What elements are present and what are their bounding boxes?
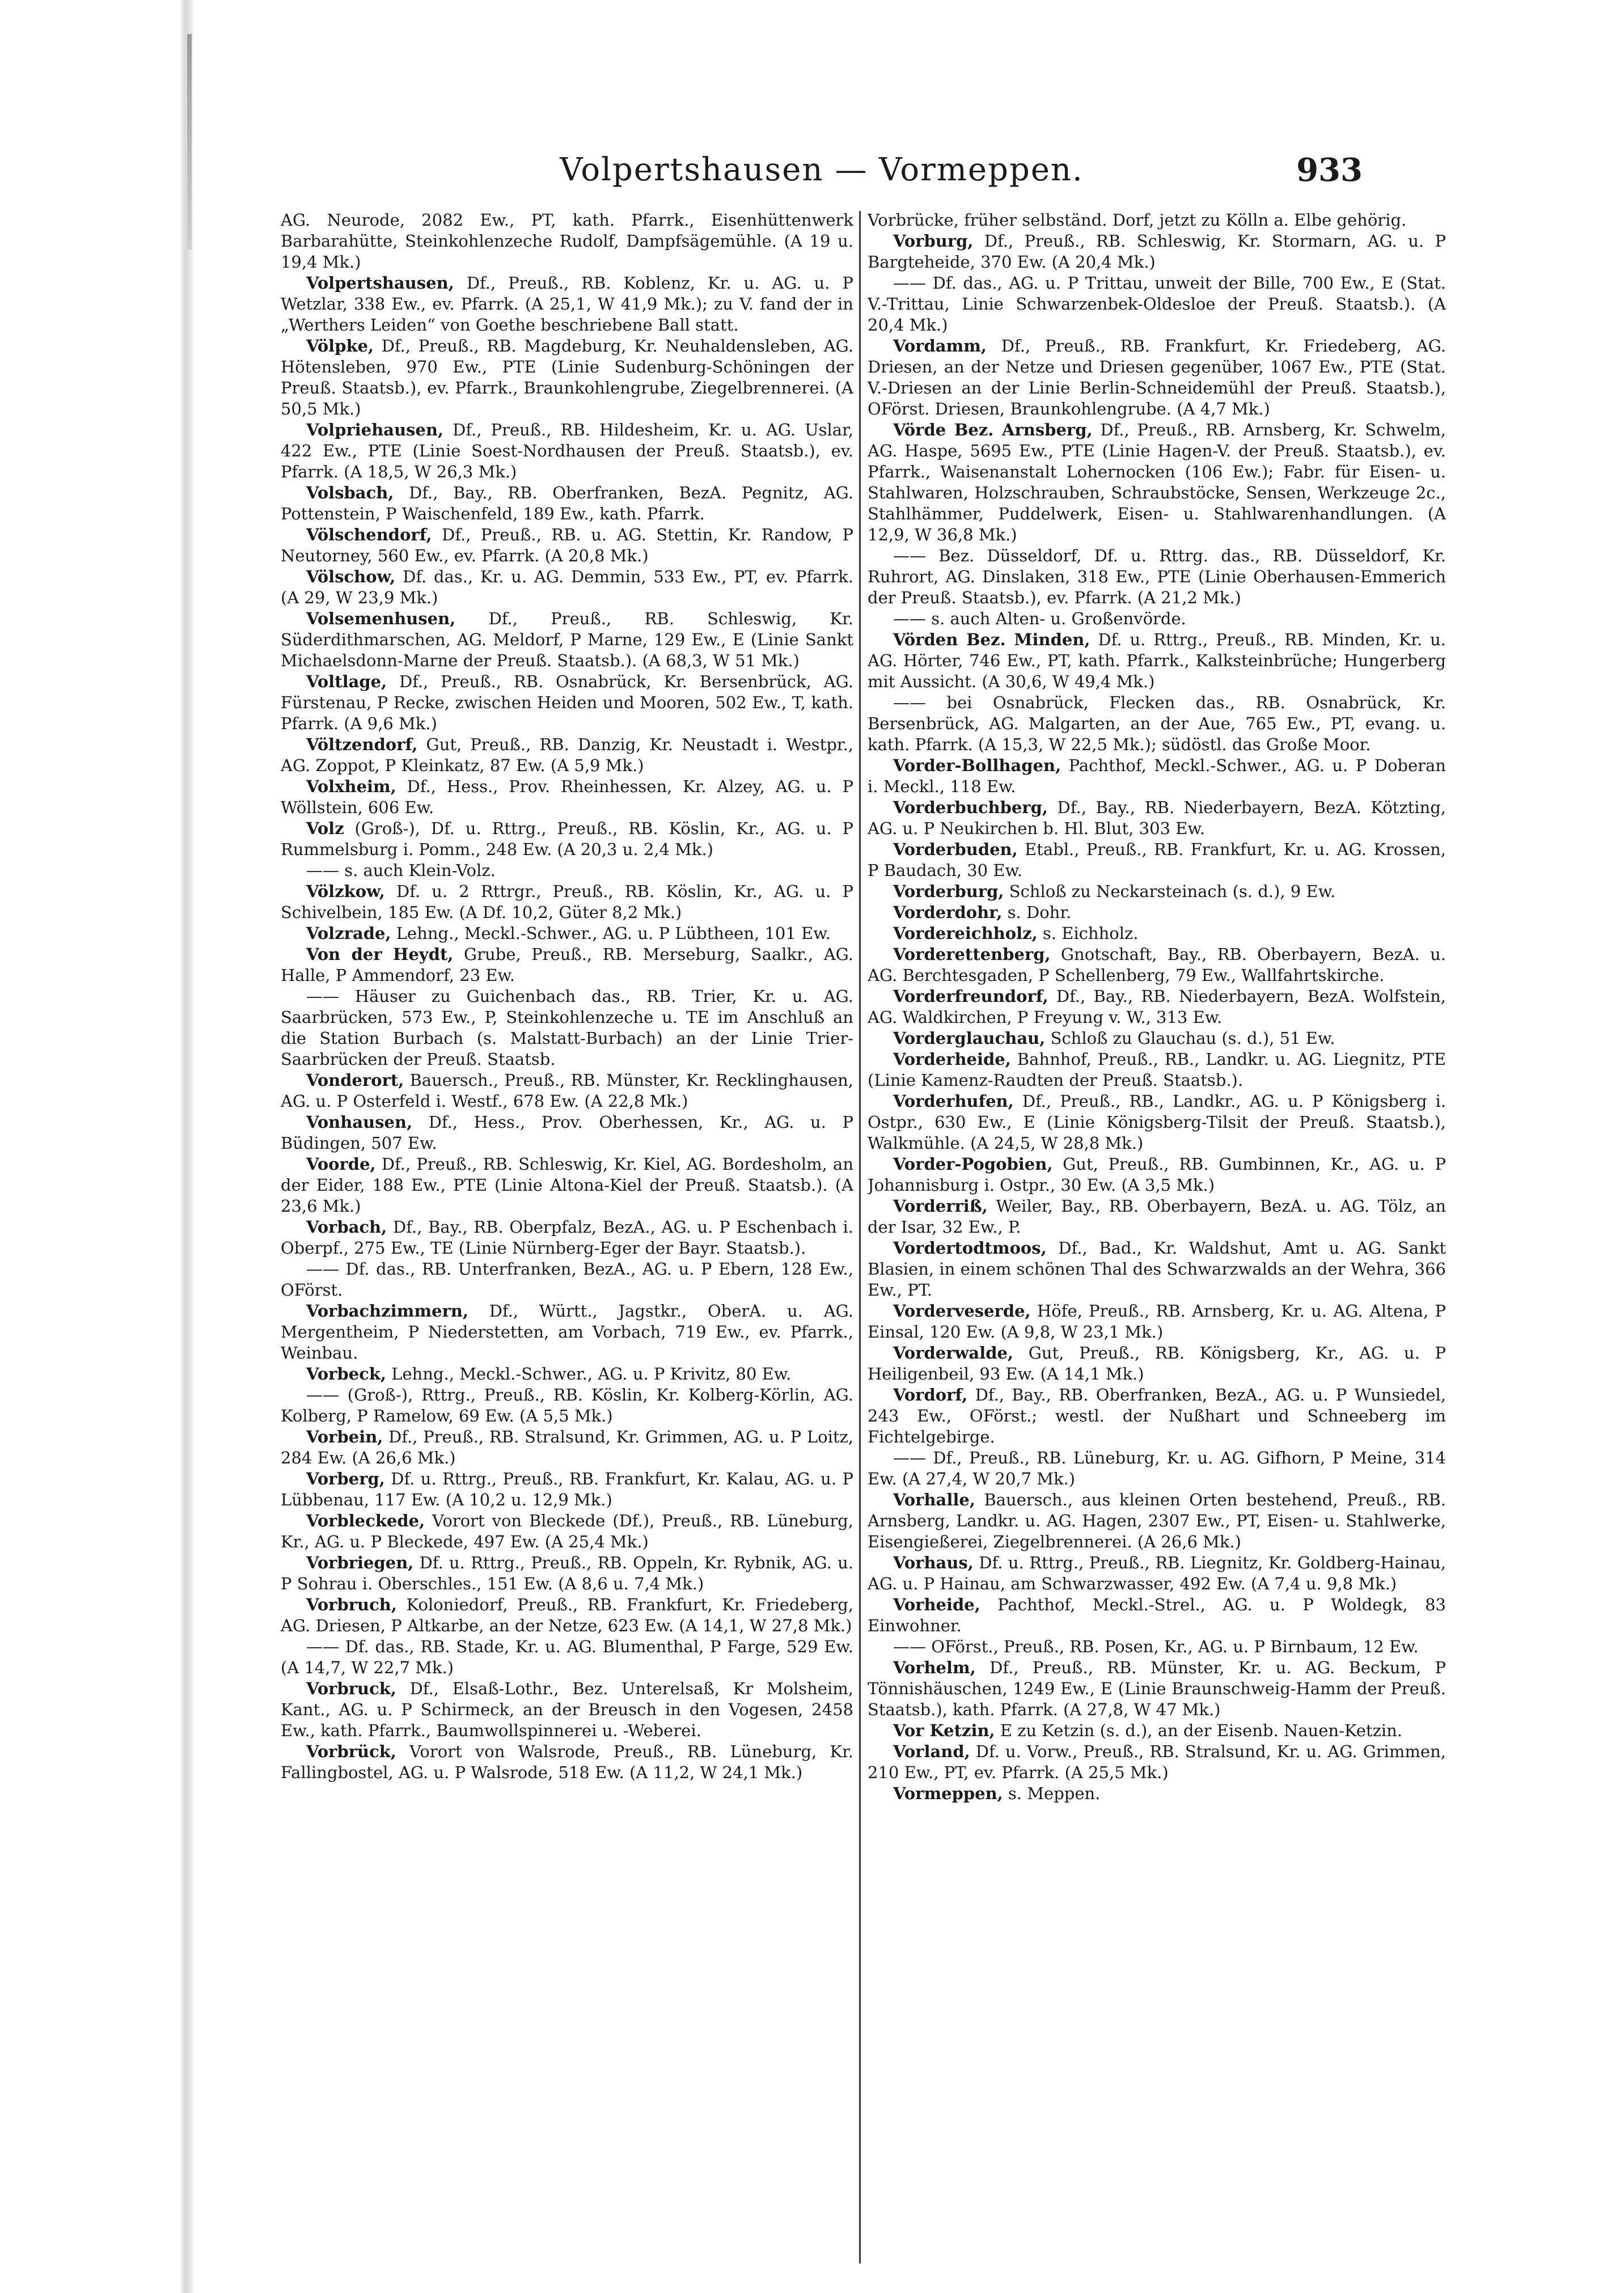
entry-text: Höfe, Preuß., RB. Arnsberg, Kr. u. AG. Altena, P Einsal, 120 Ew. (A 9,8, W 23,1 Mk.) [868, 1301, 1446, 1342]
entry-text: Df., Hess., Prov. Rheinhessen, Kr. Alzey, AG. u. P Wöllstein, 606 Ew. [281, 777, 853, 817]
gazetteer-entry [868, 1741, 1446, 1783]
gazetteer-entry [868, 923, 1446, 944]
entry-text: Bauersch., Preuß., RB. Münster, Kr. Recklinghausen, AG. u. P Osterfeld i. Westf., 678 Ew. (A 22,8 Mk.) [281, 1071, 853, 1111]
gazetteer-entry [868, 1552, 1446, 1594]
page-number: 933 [1296, 151, 1363, 189]
entry-headword: Vorderheide, [893, 1050, 1011, 1069]
gazetteer-entry [868, 1594, 1446, 1636]
entry-headword: Voorde, [306, 1154, 376, 1174]
gazetteer-entry [868, 1343, 1446, 1385]
gazetteer-entry [868, 545, 1446, 608]
entry-text: Gut, Preuß., RB. Danzig, Kr. Neustadt i. Westpr., AG. Zoppot, P Kleinkatz, 87 Ew. (A 5,9 Mk.) [281, 735, 853, 775]
entry-text: Df., Preuß., RB. Hildesheim, Kr. u. AG. Uslar, 422 Ew., PTE (Linie Soest-Nordhausen der Preuß. Staatsb.), ev. Pfarrk. (A 18,5, W 26,3 Mk.) [281, 420, 853, 481]
gazetteer-entry [281, 671, 853, 734]
entry-text: Schloß zu Glauchau (s. d.), 51 Ew. [1045, 1029, 1335, 1048]
left-column [281, 210, 853, 2262]
entry-headword: Vorder-Pogobien, [893, 1154, 1053, 1174]
gazetteer-entry [281, 273, 853, 336]
gazetteer-entry [281, 923, 853, 944]
entry-text: Df. u. Rttrg., Preuß., RB. Liegnitz, Kr. Goldberg-Hainau, AG. u. P Hainau, am Schwarzwasser, 492 Ew. (A 7,4 u. 9,8 Mk.) [868, 1553, 1446, 1593]
gazetteer-entry [868, 797, 1446, 839]
entry-headword: Vorbriegen, [306, 1553, 414, 1572]
entry-text: —— Df. das., AG. u. P Trittau, unweit der Bille, 700 Ew., E (Stat. V.-Trittau, Linie Schwarzenbek-Oldesloe der Preuß. Staatsb.). (A 20,4 Mk.) [868, 273, 1446, 335]
entry-headword: Vorbeck, [306, 1364, 387, 1384]
gazetteer-entry [281, 336, 853, 420]
entry-text: Df., Preuß., RB. Schleswig, Kr. Kiel, AG. Bordesholm, an der Eider, 188 Ew., PTE (Linie Altona-Kiel der Preuß. Staatsb.). (A 23,6 Mk.) [281, 1154, 853, 1216]
entry-text: Df., Preuß., RB. Arnsberg, Kr. Schwelm, AG. Haspe, 5695 Ew., PTE (Linie Hagen-V. der Preuß. Staatsb.), ev. Pfarrk., Waisenanstalt Lohernocken (106 Ew.); Fabr. für Eisen- u. Stahlwaren, Holzschrauben, Schraubstöcke, Sensen, Werkzeuge 2c., Stahlhämmer, Puddelwerk, Eisen- u. Stahlwarenhandlungen. (A 12,9, W 36,8 Mk.) [868, 420, 1446, 544]
gazetteer-entry [868, 1448, 1446, 1490]
entry-text: —— OFörst., Preuß., RB. Posen, Kr., AG. u. P Birnbaum, 12 Ew. [893, 1637, 1419, 1656]
entry-text: Koloniedorf, Preuß., RB. Frankfurt, Kr. Friedeberg, AG. Driesen, P Altkarbe, an der Netze, 623 Ew. (A 14,1, W 27,8 Mk.) [281, 1595, 853, 1635]
entry-text: Df., Preuß., RB. Magdeburg, Kr. Neuhaldensleben, AG. Hötensleben, 970 Ew., PTE (Linie Sudenburg-Schöningen der Preuß. Staatsb.), ev. Pfarrk., Braunkohlengrube, Ziegelbrennerei. (A 50,5 Mk.) [281, 336, 853, 418]
gazetteer-entry [868, 755, 1446, 797]
entry-headword: Vorderhufen, [893, 1091, 1014, 1111]
gazetteer-entry [281, 1511, 853, 1552]
entry-text: Df., Bay., RB. Niederbayern, BezA. Wolfstein, AG. Waldkirchen, P Freyung v. W., 313 Ew. [868, 987, 1446, 1027]
gazetteer-entry [868, 944, 1446, 986]
entry-text: Lehng., Meckl.-Schwer., AG. u. P Krivitz, 80 Ew. [386, 1364, 792, 1384]
entry-text: —— s. auch Klein-Volz. [306, 861, 496, 880]
entry-text: s. Eichholz. [1037, 924, 1139, 943]
entry-text: Df., Preuß., RB. Stralsund, Kr. Grimmen, AG. u. P Loitz, 284 Ew. (A 26,6 Mk.) [281, 1427, 853, 1467]
gazetteer-entry [868, 902, 1446, 923]
entry-text: Vorort von Walsrode, Preuß., RB. Lüneburg, Kr. Fallingbostel, AG. u. P Walsrode, 518 Ew. (A 11,2, W 24,1 Mk.) [281, 1742, 853, 1782]
entry-headword: Vorderettenberg, [893, 945, 1051, 964]
entry-text: —— Häuser zu Guichenbach das., RB. Trier, Kr. u. AG. Saarbrücken, 573 Ew., P, Steinkohlenzeche u. TE im Anschluß an die Station Burbach (s. Malstatt-Burbach) an der Linie Trier-Saarbrücken der Preuß. Staatsb. [281, 987, 853, 1069]
right-column [868, 210, 1446, 2262]
gazetteer-entry [868, 692, 1446, 755]
gazetteer-entry [868, 1238, 1446, 1301]
gazetteer-entry [281, 483, 853, 524]
entry-text: Vorort von Bleckede (Df.), Preuß., RB. Lüneburg, Kr., AG. u. P Bleckede, 497 Ew. (A 25,4 Mk.) [281, 1511, 853, 1551]
entry-headword: Volpertshausen, [306, 273, 454, 293]
entry-headword: Vorburg, [893, 231, 974, 251]
entry-text: Df., Bay., RB. Oberfranken, BezA. Pegnitz, AG. Pottenstein, P Waischenfeld, 189 Ew., kath. Pfarrk. [281, 483, 853, 523]
entry-headword: Vor Ketzin, [893, 1721, 995, 1740]
entry-headword: Volsemenhusen, [306, 609, 456, 628]
gazetteer-entry [281, 1112, 853, 1154]
gazetteer-entry [868, 273, 1446, 336]
gazetteer-entry [281, 881, 853, 923]
entry-headword: Vorland, [893, 1742, 970, 1761]
entry-headword: Vorderbuchberg, [893, 798, 1048, 817]
entry-text: Pachthof, Meckl.-Schwer., AG. u. P Doberan i. Meckl., 118 Ew. [868, 756, 1446, 796]
entry-text: (Groß-), Df. u. Rttrg., Preuß., RB. Köslin, Kr., AG. u. P Rummelsburg i. Pomm., 248 Ew. (A 20,3 u. 2,4 Mk.) [281, 819, 853, 859]
entry-headword: Vorhaus, [893, 1553, 974, 1572]
entry-headword: Vorbleckede, [306, 1511, 425, 1530]
entry-headword: Vorderveserde, [893, 1301, 1031, 1321]
entry-text: Bahnhof, Preuß., RB., Landkr. u. AG. Liegnitz, PTE (Linie Kamenz-Raudten der Preuß. Staatsb.). [868, 1050, 1446, 1090]
binding-shadow [187, 34, 192, 249]
entry-headword: Vormeppen, [893, 1784, 1003, 1803]
entry-text: Df., Bay., RB. Oberpfalz, BezA., AG. u. P Eschenbach i. Oberpf., 275 Ew., TE (Linie Nürnberg-Eger der Bayr. Staatsb.). [281, 1217, 853, 1258]
gazetteer-entry [281, 1678, 853, 1741]
gazetteer-entry [281, 734, 853, 776]
gazetteer-entry [868, 1301, 1446, 1343]
gazetteer-entry [868, 629, 1446, 692]
gazetteer-entry [868, 881, 1446, 902]
gazetteer-entry [281, 420, 853, 483]
gazetteer-entry [868, 1720, 1446, 1741]
entry-text: Pachthof, Meckl.-Strel., AG. u. P Woldegk, 83 Einwohner. [868, 1595, 1446, 1635]
gazetteer-entry [281, 566, 853, 608]
gazetteer-entry [868, 608, 1446, 629]
gazetteer-entry [868, 1028, 1446, 1049]
entry-headword: Vorbruck, [306, 1679, 396, 1698]
gazetteer-entry [868, 986, 1446, 1028]
gazetteer-entry [281, 524, 853, 566]
entry-headword: Vordereichholz, [893, 924, 1038, 943]
entry-text: Df. u. 2 Rttrgr., Preuß., RB. Köslin, Kr., AG. u. P Schivelbein, 185 Ew. (A Df. 10,2, Güter 8,2 Mk.) [281, 882, 853, 922]
gazetteer-entry [281, 1385, 853, 1427]
gazetteer-entry [281, 1217, 853, 1259]
entry-text: Df., Württ., Jagstkr., OberA. u. AG. Mergentheim, P Niederstetten, am Vorbach, 719 Ew., ev. Pfarrk., Weinbau. [281, 1301, 853, 1363]
entry-text: Df., Elsaß-Lothr., Bez. Unterelsaß, Kr Molsheim, Kant., AG. u. P Schirmeck, an der Breusch in den Vogesen, 2458 Ew., kath. Pfarrk., Baumwollspinnerei u. -Weberei. [281, 1679, 853, 1740]
gazetteer-entry [868, 1490, 1446, 1552]
gazetteer-entry [868, 1657, 1446, 1720]
entry-text: Df. u. Rttrg., Preuß., RB. Frankfurt, Kr. Kalau, AG. u. P Lübbenau, 117 Ew. (A 10,2 u. 12,9 Mk.) [281, 1469, 853, 1509]
entry-text: —— Df. das., RB. Stade, Kr. u. AG. Blumenthal, P Farge, 529 Ew. (A 14,7, W 22,7 Mk.) [281, 1637, 853, 1677]
entry-text: Lehng., Meckl.-Schwer., AG. u. P Lübtheen, 101 Ew. [391, 924, 831, 943]
column-divider [859, 211, 861, 2264]
entry-headword: Vorderfreundorf, [893, 987, 1048, 1006]
entry-headword: Von der Heydt, [306, 945, 454, 964]
entry-headword: Völpke, [306, 336, 374, 356]
gazetteer-entry [281, 1552, 853, 1594]
entry-headword: Vorderwalde, [893, 1343, 1014, 1363]
entry-headword: Vorbachzimmern, [306, 1301, 469, 1321]
entry-headword: Vörde Bez. Arnsberg, [893, 420, 1093, 439]
entry-headword: Vonhausen, [306, 1112, 413, 1132]
gazetteer-entry [281, 1364, 853, 1385]
entry-headword: Vorderburg, [893, 882, 1004, 901]
entry-headword: Volxheim, [306, 777, 396, 796]
entry-headword: Vorderriß, [893, 1196, 988, 1216]
gazetteer-entry [281, 1301, 853, 1364]
entry-headword: Vordertodtmoos, [893, 1238, 1047, 1258]
gazetteer-entry [281, 1427, 853, 1469]
entry-text: Gut, Preuß., RB. Gumbinnen, Kr., AG. u. P Johannisburg i. Ostpr., 30 Ew. (A 3,5 Mk.) [868, 1154, 1446, 1195]
gazetteer-entry [281, 818, 853, 860]
entry-text: Df., Preuß., RB. Schleswig, Kr. Stormarn, AG. u. P Bargteheide, 370 Ew. (A 20,4 Mk.) [868, 231, 1446, 272]
entry-headword: Vordamm, [893, 336, 987, 356]
entry-text: Df., Preuß., RB. Frankfurt, Kr. Friedeberg, AG. Driesen, an der Netze und Driesen gegenüber, 1067 Ew., PTE (Stat. V.-Driesen an der Linie Berlin-Schneidemühl der Preuß. Staatsb.), OFörst. Driesen, Braunkohlengrube. (A 4,7 Mk.) [868, 336, 1446, 418]
entry-text: Df., Preuß., RB. Münster, Kr. u. AG. Beckum, P Tönnishäuschen, 1249 Ew., E (Linie Braunschweig-Hamm der Preuß. Staatsb.), kath. Pfarrk. (A 27,8, W 47 Mk.) [868, 1658, 1446, 1719]
gazetteer-entry [868, 231, 1446, 273]
entry-text: Gut, Preuß., RB. Königsberg, Kr., AG. u. P Heiligenbeil, 93 Ew. (A 14,1 Mk.) [868, 1343, 1446, 1384]
entry-headword: Vorhalle, [893, 1490, 975, 1509]
entry-text: Df., Bad., Kr. Waldshut, Amt u. AG. Sankt Blasien, in einem schönen Thal des Schwarzwalds an der Wehra, 366 Ew., PT. [868, 1238, 1446, 1300]
binding-edge [180, 0, 193, 2293]
entry-headword: Volpriehausen, [306, 420, 444, 439]
entry-headword: Vordorf, [893, 1385, 968, 1404]
entry-headword: Vonderort, [306, 1071, 404, 1090]
entry-text: Df. u. Vorw., Preuß., RB. Stralsund, Kr. u. AG. Grimmen, 210 Ew., PT, ev. Pfarrk. (A 25,5 Mk.) [868, 1742, 1446, 1782]
entry-text: Df. das., Kr. u. AG. Demmin, 533 Ew., PT, ev. Pfarrk. (A 29, W 23,9 Mk.) [281, 567, 853, 607]
gazetteer-entry [281, 860, 853, 881]
gazetteer-entry [281, 776, 853, 818]
gazetteer-entry [868, 1154, 1446, 1196]
entry-text: —— Bez. Düsseldorf, Df. u. Rttrg. das., RB. Düsseldorf, Kr. Ruhrort, AG. Dinslaken, 318 Ew., PTE (Linie Oberhausen-Emmerich der Preuß. Staatsb.), ev. Pfarrk. (A 21,2 Mk.) [868, 546, 1446, 607]
gazetteer-entry [281, 1741, 853, 1783]
entry-text: Bauersch., aus kleinen Orten bestehend, Preuß., RB. Arnsberg, Landkr. u. AG. Hagen, 2307 Ew., PT, Eisen- u. Stahlwerke, Eisengießerei, Ziegelbrennerei. (A 26,6 Mk.) [868, 1490, 1446, 1551]
page-title: Volpertshausen — Vormeppen. [560, 151, 1084, 188]
entry-text: AG. Neurode, 2082 Ew., PT, kath. Pfarrk., Eisenhüttenwerk Barbarahütte, Steinkohlenzeche Rudolf, Dampfsägemühle. (A 19 u. 19,4 Mk.) [281, 210, 853, 272]
entry-headword: Volzrade, [306, 924, 391, 943]
entry-text: Df., Preuß., RB., Landkr., AG. u. P Königsberg i. Ostpr., 630 Ew., E (Linie Königsberg-Tilsit der Preuß. Staatsb.), Walkmühle. (A 24,5, W 28,8 Mk.) [868, 1091, 1446, 1153]
entry-headword: Vorbruch, [306, 1595, 397, 1614]
entry-text: E zu Ketzin (s. d.), an der Eisenb. Nauen-Ketzin. [995, 1721, 1403, 1740]
entry-text: Vorbrücke, früher selbständ. Dorf, jetzt zu Kölln a. Elbe gehörig. [868, 210, 1407, 230]
gazetteer-entry [281, 1154, 853, 1217]
entry-text: Df., Preuß., RB. Schleswig, Kr. Süderdithmarschen, AG. Meldorf, P Marne, 129 Ew., E (Linie Sankt Michaelsdonn-Marne der Preuß. Staatsb.). (A 68,3, W 51 Mk.) [281, 609, 853, 670]
entry-headword: Vorbrück, [306, 1742, 396, 1761]
entry-headword: Vorbach, [306, 1217, 387, 1237]
entry-headword: Völschendorf, [306, 525, 432, 544]
gazetteer-entry [868, 336, 1446, 420]
gazetteer-entry [868, 1636, 1446, 1657]
gazetteer-entry [281, 210, 853, 273]
entry-text: Schloß zu Neckarsteinach (s. d.), 9 Ew. [1004, 882, 1336, 901]
entry-text: Df., Bay., RB. Niederbayern, BezA. Kötzting, AG. u. P Neukirchen b. Hl. Blut, 303 Ew. [868, 798, 1446, 838]
entry-text: s. Meppen. [1003, 1784, 1101, 1803]
entry-text: Df., Hess., Prov. Oberhessen, Kr., AG. u. P Büdingen, 507 Ew. [281, 1112, 853, 1153]
gazetteer-entry [868, 210, 1446, 231]
entry-text: —— bei Osnabrück, Flecken das., RB. Osnabrück, Kr. Bersenbrück, AG. Malgarten, an der Aue, 765 Ew., PT, evang. u. kath. Pfarrk. (A 15,3, W 22,5 Mk.); südöstl. das Große Moor. [868, 693, 1446, 754]
gazetteer-entry [281, 944, 853, 986]
running-header [281, 150, 1363, 190]
entry-text: s. Dohr. [1002, 903, 1072, 922]
entry-headword: Völzkow, [306, 882, 385, 901]
gazetteer-entry [281, 608, 853, 671]
entry-headword: Volsbach, [306, 483, 394, 502]
entry-text: Df. u. Rttrg., Preuß., RB. Minden, Kr. u. AG. Hörter, 746 Ew., PT, kath. Pfarrk., Kalksteinbrüche; Hungerberg mit Aussicht. (A 30,6, W 49,4 Mk.) [868, 630, 1446, 691]
gazetteer-entry [868, 1091, 1446, 1154]
gazetteer-entry [868, 1783, 1446, 1804]
entry-headword: Vorderbuden, [893, 840, 1018, 859]
gazetteer-entry [281, 1594, 853, 1636]
entry-headword: Vorheide, [893, 1595, 980, 1614]
entry-headword: Völschow, [306, 567, 396, 586]
entry-text: Df. u. Rttrg., Preuß., RB. Oppeln, Kr. Rybnik, AG. u. P Sohrau i. Oberschles., 151 Ew. (A 8,6 u. 7,4 Mk.) [281, 1553, 853, 1593]
entry-headword: Volz [306, 819, 344, 838]
entry-headword: Vorbein, [306, 1427, 383, 1446]
gazetteer-entry [281, 1070, 853, 1112]
gazetteer-entry [868, 1049, 1446, 1091]
gazetteer-entry [868, 1385, 1446, 1448]
entry-text: Gnotschaft, Bay., RB. Oberbayern, BezA. u. AG. Berchtesgaden, P Schellenberg, 79 Ew., Wallfahrtskirche. [868, 945, 1446, 985]
gazetteer-entry [868, 420, 1446, 545]
entry-headword: Vorderdohr, [893, 903, 1003, 922]
entry-headword: Vorhelm, [893, 1658, 976, 1677]
entry-text: —— (Groß-), Rttrg., Preuß., RB. Köslin, Kr. Kolberg-Körlin, AG. Kolberg, P Ramelow, 69 Ew. (A 5,5 Mk.) [281, 1385, 853, 1425]
gazetteer-entry [281, 1636, 853, 1678]
entry-headword: Vorderglauchau, [893, 1029, 1046, 1048]
entry-text: Etabl., Preuß., RB. Frankfurt, Kr. u. AG. Krossen, P Baudach, 30 Ew. [868, 840, 1446, 880]
entry-text: Weiler, Bay., RB. Oberbayern, BezA. u. AG. Tölz, an der Isar, 32 Ew., P. [868, 1196, 1446, 1237]
gazetteer-entry [281, 1469, 853, 1511]
entry-text: Df., Preuß., RB. Koblenz, Kr. u. AG. u. P Wetzlar, 338 Ew., ev. Pfarrk. (A 25,1, W 41,9 Mk.); zu V. fand der in „Werthers Leiden“ von Goethe beschriebene Ball statt. [281, 273, 853, 335]
entry-text: Df., Preuß., RB. Osnabrück, Kr. Bersenbrück, AG. Fürstenau, P Recke, zwischen Heiden und Mooren, 502 Ew., T, kath. Pfarrk. (A 9,6 Mk.) [281, 672, 853, 733]
entry-headword: Vörden Bez. Minden, [893, 630, 1090, 649]
entry-text: Grube, Preuß., RB. Merseburg, Saalkr., AG. Halle, P Ammendorf, 23 Ew. [281, 945, 853, 985]
entry-text: Df., Bay., RB. Oberfranken, BezA., AG. u. P Wunsiedel, 243 Ew., OFörst.; westl. der Nußhart und Schneeberg im Fichtelgebirge. [868, 1385, 1446, 1446]
entry-text: —— Df. das., RB. Unterfranken, BezA., AG. u. P Ebern, 128 Ew., OFörst. [281, 1259, 853, 1300]
entry-text: —— Df., Preuß., RB. Lüneburg, Kr. u. AG. Gifhorn, P Meine, 314 Ew. (A 27,4, W 20,7 Mk.) [868, 1448, 1446, 1488]
gazetteer-entry [868, 1196, 1446, 1238]
entry-text: —— s. auch Alten- u. Großenvörde. [893, 609, 1186, 628]
entry-headword: Völtzendorf, [306, 735, 418, 754]
gazetteer-entry [281, 986, 853, 1070]
entry-text: Df., Preuß., RB. u. AG. Stettin, Kr. Randow, P Neutorney, 560 Ew., ev. Pfarrk. (A 20,8 Mk.) [281, 525, 853, 565]
gazetteer-entry [868, 839, 1446, 881]
gazetteer-entry [281, 1259, 853, 1301]
entry-headword: Vorder-Bollhagen, [893, 756, 1061, 775]
entry-headword: Vorberg, [306, 1469, 385, 1488]
entry-headword: Voltlage, [306, 672, 387, 691]
